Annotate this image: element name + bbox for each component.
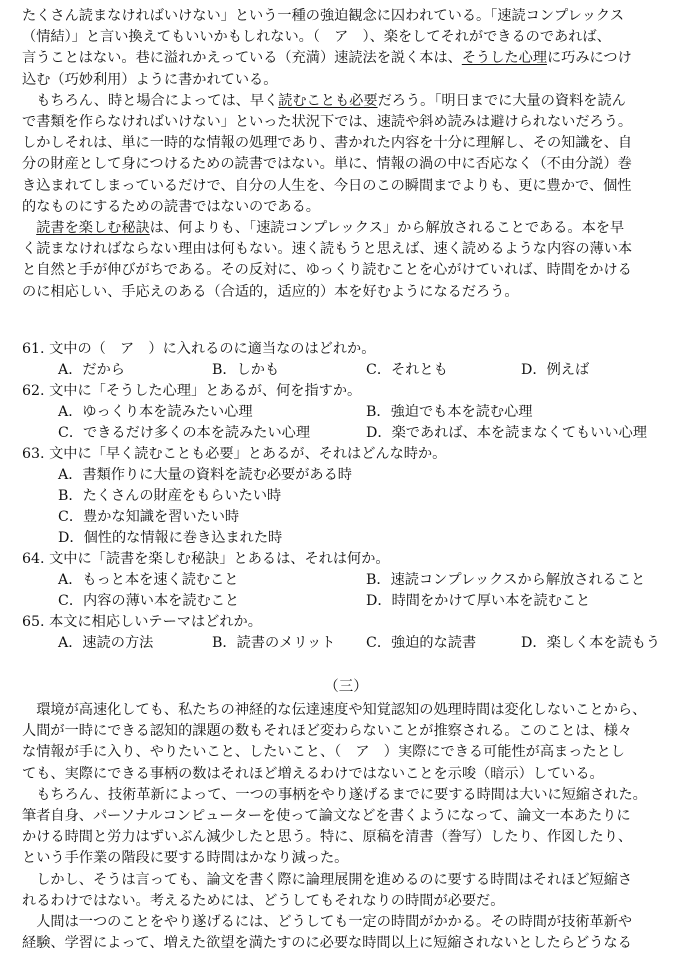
passage-line: しかしそれは、単に一時的な情報の処理であり、書かれた内容を十分に理解し、その知識を、自 (22, 135, 633, 152)
passage-line: ても、実際にできる事柄の数はそれほど増えるわけではないことを示唆（暗示）している。 (22, 765, 604, 782)
passage-line: かける時間と労力はずいぶん減少したと思う。特に、原稿を清書（誊写）したり、作図したり、 (22, 829, 633, 846)
question-64-option-d[interactable]: D．時間をかけて厚い本を読むこと (366, 593, 591, 609)
question-62-option-a[interactable]: A．ゆっくり本を読みたい心理 (58, 404, 253, 420)
passage-line: 的なものにするための読書ではないのである。 (22, 198, 320, 215)
passage-line: 込む（巧妙利用）ように書かれている。 (22, 71, 278, 88)
passage-line: 言うことはない。巷に溢れかえっている（充満）速読法を説く本は、そうした心理に巧みにつけ (22, 50, 632, 67)
passage-line: 人間は一つのことをやり遂げるには、どうしても一定の時間がかかる。その時間が技術革新や (22, 914, 633, 931)
question-64-option-b[interactable]: B．速読コンプレックスから解放されること (366, 572, 646, 588)
question-62-option-b[interactable]: B．強迫でも本を読む心理 (366, 404, 533, 420)
question-63-option-d[interactable]: D．個性的な情報に巻き込まれた時 (58, 530, 283, 546)
passage-line: 読書を楽しむ秘訣は、何よりも、「速読コンプレックス」から解放されることである。本を早 (36, 220, 625, 237)
passage-line: のに相応しい、手応えのある（合适的，适应的）本を好むようになるだろう。 (22, 283, 519, 300)
question-64-option-c[interactable]: C．内容の薄い本を読むこと (58, 593, 240, 609)
question-65-option-c[interactable]: C．強迫的な読書 (366, 635, 477, 651)
question-62-option-d[interactable]: D．楽であれば、本を読まなくてもいい心理 (366, 425, 647, 441)
passage-line: く読まなければならない理由は何もない。速く読もうと思えば、速く読めるような内容の薄い本 (22, 241, 633, 258)
passage-line: き込まれてしまっているだけで、自分の人生を、今日のこの瞬間までよりも、更に豊かで、個性 (22, 177, 632, 194)
passage-1 (22, 6, 678, 303)
passage-line: 経験、学習によって、増えた欲望を満たすのに必要な時間以上に短縮されないとしたらどうなる (22, 935, 632, 952)
question-61-option-d[interactable]: D．例えば (521, 362, 590, 378)
question-61-option-c[interactable]: C．それとも (366, 362, 448, 378)
question-61-option-a[interactable]: A．だから (58, 362, 125, 378)
passage-line: で書類を作らなければいけない」といった状況下では、速読や斜め読みは避けられないだろう。 (22, 114, 633, 131)
passage-line: たくさん読まなければいけない」という一種の強迫観念に囚われている。「速読コンプレックス (22, 8, 625, 24)
passage-line: 環境が高速化しても、私たちの神経的な伝達速度や知覚認知の処理時間は変化しないことから、 (22, 702, 647, 718)
question-65-stem: 65. 本文に相応しいテーマはどれか。 (22, 614, 262, 630)
passage-line: もちろん、時と場合によっては、早く読むことも必要だろう。「明日までに大量の資料を読ん (22, 92, 626, 109)
underlined-phrase: そうした心理 (461, 50, 547, 67)
underlined-phrase: 読書を楽しむ秘訣 (36, 220, 150, 237)
question-64-stem: 64. 文中に「読書を楽しむ秘訣」とあるは、それは何か。 (22, 551, 390, 567)
question-62-option-c[interactable]: C．できるだけ多くの本を読みたい心理 (58, 425, 311, 441)
underlined-phrase: 読むことも必要 (278, 92, 378, 109)
question-65-option-b[interactable]: B．読書のメリット (212, 635, 336, 651)
passage-line: な情報が手に入り、やりたいこと、したいこと、（ ア ）実際にできる可能性が高まったとし (22, 744, 625, 761)
question-63-option-b[interactable]: B．たくさんの財産をもらいたい時 (58, 488, 282, 504)
passage-line: という手作業の階段に要する時間はかなり減った。 (22, 850, 349, 867)
question-65-option-d[interactable]: D．楽しく本を読もう (521, 635, 661, 651)
passage-line: もちろん、技術革新によって、一つの事柄をやり遂げるまでに要する時間は大いに短縮された。 (22, 786, 647, 803)
question-63-option-a[interactable]: A．書類作りに大量の資料を読む必要がある時 (58, 467, 352, 483)
passage-line: しかし、そうは言っても、論文を書く際に論理展開を進めるのに要する時間はそれほど短縮さ (22, 871, 633, 888)
passage-line: と自然と手が伸びがちである。その反対に、ゆっくり読むことを心がけていれば、時間をかける (22, 262, 632, 279)
passage-line: れるわけではない。考えるためには、どうしてもそれなりの時間が必要だ。 (22, 892, 505, 909)
passage-line: 分の財産として身につけるための読書ではない。単に、情報の渦の中に否応なく（不由分説）巻 (22, 156, 632, 173)
passage-line: 筆者自身、パーソナルコンピューターを使って論文などを書くようになって、論文一本あたりに (22, 808, 631, 825)
question-62-stem: 62. 文中に「そうした心理」とあるが、何を指すか。 (22, 383, 362, 399)
passage-line: 人間が一時にできる認知的課題の数もそれほど変わらないことが推察される。このことは、様々 (22, 723, 633, 740)
question-65-option-a[interactable]: A．速読の方法 (58, 635, 154, 651)
passage-line: （情結）」と言い換えてもいいかもしれない。（ ア ）、楽をしてそれができるのであれば、 (22, 29, 611, 46)
question-61-stem: 61. 文中の（ ア ）に入れるのに適当なのはどれか。 (22, 341, 376, 357)
question-61-option-b[interactable]: B．しかも (212, 362, 280, 378)
question-63-option-c[interactable]: C．豊かな知識を習いたい時 (58, 509, 240, 525)
question-64-option-a[interactable]: A．もっと本を速く読むこと (58, 572, 239, 588)
passage-2 (22, 700, 678, 954)
question-63-stem: 63. 文中に「早く読むことも必要」とあるが、それはどんな時か。 (22, 446, 447, 462)
section-3-heading: （三） (324, 679, 368, 695)
